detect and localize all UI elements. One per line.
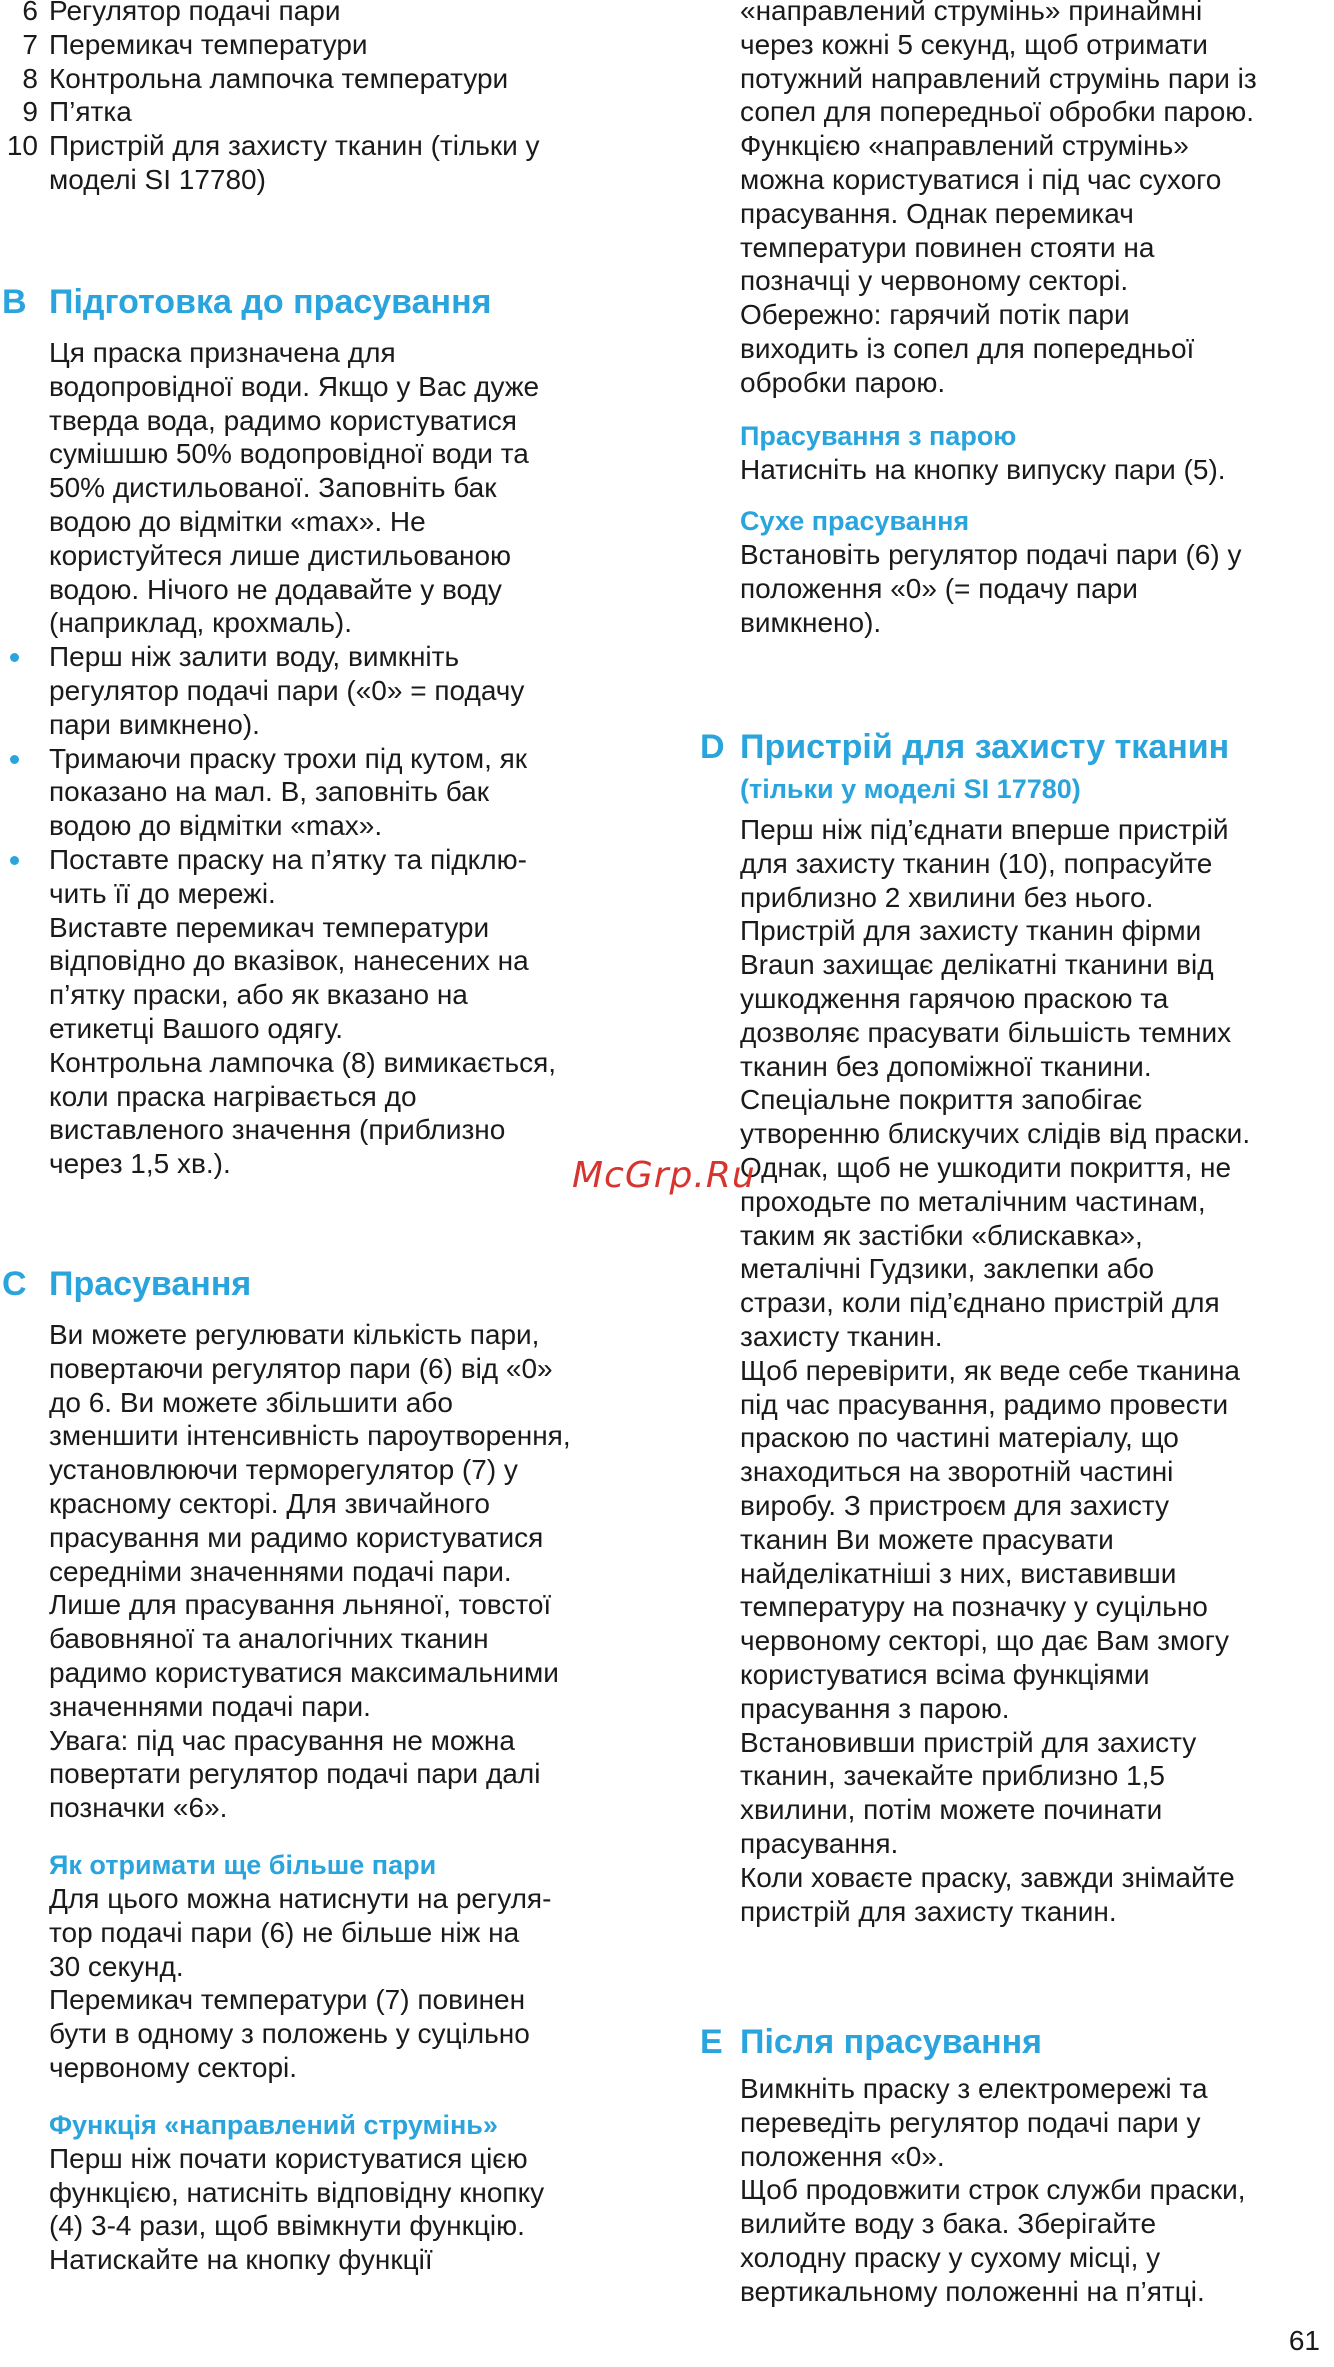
text-line: під час прасування, радимо провести — [740, 1388, 1229, 1420]
text-line: прасування. Однак перемикач — [740, 197, 1134, 229]
section-b-bullets — [0, 640, 650, 910]
bullet-line — [0, 809, 650, 843]
text-line: коли праска нагрівається до — [49, 1080, 417, 1112]
section-b-title: Підготовка до прасування — [49, 283, 492, 321]
text-line: повертати регулятор подачі пари далі — [49, 1758, 541, 1790]
bullet-text: чить її до мережі. — [49, 877, 276, 909]
parts-list-item — [0, 0, 650, 28]
text-line: найделікатніші з них, виставивши — [740, 1557, 1177, 1589]
bullet-text: Поставте праску на п’ятку та підклю- — [49, 843, 527, 875]
text-line: Ви можете регулювати кількість пари, — [49, 1319, 540, 1350]
text-line: виставленого значення (приблизно — [49, 1114, 506, 1146]
text-line: Перш ніж під’єднати вперше пристрій — [740, 814, 1229, 845]
section-b-letter: B — [2, 283, 27, 321]
text-line: холодну праску у сухому місці, у — [740, 2241, 1161, 2273]
text-line: температуру на позначку у суцільно — [740, 1591, 1208, 1623]
more-steam-body — [0, 1882, 650, 2085]
text-line: прасування. — [740, 1827, 899, 1859]
parts-list-number: 10 — [6, 130, 38, 162]
parts-list-item — [0, 163, 650, 197]
text-line: Спеціальне покриття запобігає — [740, 1084, 1143, 1116]
steam-ironing — [690, 420, 1330, 487]
text-line: 30 секунд. — [49, 1950, 184, 1982]
bullet-text: пари вимкнено). — [49, 708, 260, 740]
text-line: сумішшю 50% водопровідної води та — [49, 438, 529, 470]
dry-ironing-heading: Сухе прасування — [740, 506, 970, 536]
text-line: можна користуватися і під час сухого — [740, 163, 1222, 195]
section-e-title: Після прасування — [740, 2023, 1042, 2061]
text-line: Щоб перевірити, як веде себе тканина — [740, 1354, 1240, 1386]
parts-list-item — [0, 62, 650, 96]
text-line: Натискайте на кнопку функції — [49, 2244, 433, 2276]
text-line: Обережно: гарячий потік пари — [740, 299, 1130, 331]
section-d — [690, 727, 1330, 1928]
parts-list — [0, 0, 650, 197]
page-number: 61 — [1288, 2325, 1320, 2356]
steam-ironing-heading: Прасування з парою — [740, 421, 1017, 451]
text-line: водою до відмітки «max». Не — [49, 505, 426, 537]
text-line: значеннями подачі пари. — [49, 1690, 371, 1722]
text-line: радимо користуватися максимальними — [49, 1656, 559, 1688]
text-line: до 6. Ви можете збільшити або — [49, 1386, 453, 1418]
bullet-text: регулятор подачі пари («0» = подачу — [49, 674, 525, 706]
steam-ironing-body — [690, 453, 1330, 487]
text-line: стрази, коли під’єднано пристрій для — [740, 1287, 1220, 1319]
parts-list-text: Регулятор подачі пари — [49, 0, 341, 26]
section-d-letter: D — [700, 728, 725, 766]
text-line: функцією, натисніть відповідну кнопку — [49, 2176, 545, 2208]
section-e-body — [690, 2072, 1330, 2309]
section-d-title: Пристрій для захисту тканин — [740, 728, 1230, 766]
text-line: повертаючи регулятор пари (6) від «0» — [49, 1352, 553, 1384]
text-line: через кожні 5 секунд, щоб отримати — [740, 28, 1208, 60]
text-line: тверда вода, радимо користуватися — [49, 404, 517, 436]
text-line: Коли ховаєте праску, завжди знімайте — [740, 1861, 1235, 1893]
section-e-heading — [690, 2022, 1330, 2062]
text-line: потужний направлений струмінь пари із — [740, 62, 1257, 94]
text-line: Виставте перемикач температури — [49, 911, 490, 943]
more-steam-heading: Як отримати ще більше пари — [49, 1849, 437, 1880]
dry-ironing-body — [690, 538, 1330, 639]
text-line: Вимкніть праску з електромережі та — [740, 2073, 1208, 2104]
text-line: сопел для попередньої обробки парою. — [740, 96, 1255, 128]
text-line: прасування з парою. — [740, 1692, 1010, 1724]
text-line: бавовняної та аналогічних тканин — [49, 1623, 489, 1655]
section-c-heading — [0, 1264, 650, 1304]
text-line: Однак, щоб не ушкодити покриття, не — [740, 1151, 1232, 1183]
text-line: проходьте по металічним частинам, — [740, 1185, 1206, 1217]
text-line: тканин без допоміжної тканини. — [740, 1050, 1152, 1082]
section-d-body — [690, 813, 1330, 1928]
parts-list-item — [0, 95, 650, 129]
watermark: McGrp.Ru — [572, 1155, 756, 1196]
bullet-line — [0, 775, 650, 809]
text-line: приблизно 2 хвилини без нього. — [740, 881, 1154, 913]
text-line: користуватися всіма функціями — [740, 1658, 1150, 1690]
text-line: середніми значеннями подачі пари. — [49, 1555, 512, 1587]
text-line: вилийте воду з бака. Зберігайте — [740, 2208, 1157, 2240]
text-line: температури повинен стояти на — [740, 231, 1155, 263]
bullet-line — [0, 877, 650, 911]
text-line: Ця праска призначена для — [49, 337, 396, 368]
text-line: Встановивши пристрій для захисту — [740, 1726, 1197, 1758]
section-b — [0, 282, 650, 1181]
text-line: Перемикач температури (7) повинен — [49, 1984, 526, 2016]
bullet-text: показано на мал. B, заповніть бак — [49, 776, 489, 808]
text-line: обробки парою. — [740, 366, 946, 398]
text-line: виробу. З пристроєм для захисту — [740, 1489, 1169, 1521]
text-line: виходить із сопел для попередньої — [740, 332, 1195, 364]
parts-list-text: Пристрій для захисту тканин (тільки у — [49, 130, 540, 162]
section-d-subtitle: (тільки у моделі SI 17780) — [740, 774, 1081, 804]
text-line: Натисніть на кнопку випуску пари (5). — [740, 454, 1226, 485]
text-line: пристрій для захисту тканин. — [740, 1895, 1117, 1927]
text-line: дозволяє прасувати більшість темних — [740, 1016, 1232, 1048]
text-line: користуйтеся лише дистильованою — [49, 539, 512, 571]
section-c-body — [0, 1318, 650, 1825]
section-c-letter: C — [2, 1265, 27, 1303]
parts-list-number: 6 — [22, 0, 38, 26]
parts-list-text: моделі SI 17780) — [49, 163, 266, 195]
text-line: захисту тканин. — [740, 1320, 943, 1352]
section-e — [690, 2022, 1330, 2309]
parts-list-text: Контрольна лампочка температури — [49, 62, 509, 94]
text-line: Braun захищає делікатні тканини від — [740, 949, 1214, 981]
section-c — [0, 1264, 650, 2277]
text-line: червоному секторі, що дає Вам змогу — [740, 1625, 1230, 1657]
bullet-line — [0, 708, 650, 742]
bullet-line — [0, 674, 650, 708]
text-line: переведіть регулятор подачі пари у — [740, 2106, 1201, 2138]
bullet-text: Перш ніж залити воду, вимкніть — [49, 641, 460, 673]
bullet-line — [0, 742, 650, 776]
text-line: положення «0». — [740, 2140, 945, 2172]
text-line: зменшити інтенсивність пароутворення, — [49, 1420, 571, 1452]
bullet-text: водою до відмітки «max». — [49, 810, 383, 842]
bullet-text: Тримаючи праску трохи під кутом, як — [49, 742, 528, 774]
parts-list-number: 7 — [22, 28, 38, 60]
section-d-heading — [690, 727, 1330, 767]
text-line: ушкодження гарячою праскою та — [740, 982, 1169, 1014]
dry-ironing — [690, 505, 1330, 639]
directed-jet-heading: Функція «направлений струмінь» — [49, 2109, 498, 2140]
text-line: металічні Гудзики, заклепки або — [740, 1253, 1155, 1285]
text-line: прасування ми радимо користуватися — [49, 1521, 544, 1553]
parts-list-item — [0, 28, 650, 62]
section-b-heading — [0, 282, 650, 322]
text-line: праскою по частині матеріалу, що — [740, 1422, 1179, 1454]
text-line: відповідно до вказівок, нанесених на — [49, 945, 529, 977]
text-line: водопровідної води. Якщо у Вас дуже — [49, 370, 540, 402]
parts-list-text: Перемикач температури — [49, 28, 368, 60]
text-line: етикетці Вашого одягу. — [49, 1012, 344, 1044]
text-line: утворенню блискучих слідів від праски. — [740, 1118, 1251, 1150]
text-line: хвилини, потім можете починати — [740, 1794, 1163, 1826]
bullet-dot-icon — [10, 755, 19, 764]
text-line: Функцією «направлений струмінь» — [740, 130, 1189, 162]
text-line: «направлений струмінь» принаймні — [740, 0, 1203, 26]
bullet-dot-icon — [10, 653, 19, 662]
text-line: водою. Нічого не додавайте у воду — [49, 573, 502, 605]
section-b-intro — [0, 336, 650, 640]
section-c-title: Прасування — [49, 1265, 252, 1303]
text-line: Контрольна лампочка (8) вимикається, — [49, 1046, 557, 1078]
directed-jet-continued — [690, 0, 1330, 400]
parts-list-text: П’ятка — [49, 96, 132, 128]
text-line: Встановіть регулятор подачі пари (6) у — [740, 539, 1242, 570]
text-line: тканин Ви можете прасувати — [740, 1523, 1114, 1555]
text-line: для захисту тканин (10), попрасуйте — [740, 847, 1213, 879]
text-line: установлюючи терморегулятор (7) у — [49, 1454, 518, 1486]
parts-list-item — [0, 129, 650, 163]
text-line: красному секторі. Для звичайного — [49, 1487, 490, 1519]
text-line: бути в одному з положень у суцільно — [49, 2018, 530, 2050]
text-line: Для цього можна натиснути на регуля- — [49, 1882, 552, 1914]
bullet-dot-icon — [10, 856, 19, 865]
text-line: вимкнено). — [740, 606, 882, 638]
text-line: Пристрій для захисту тканин фірми — [740, 915, 1202, 947]
parts-list-number: 8 — [22, 62, 38, 94]
text-line: Щоб продовжити строк служби праски, — [740, 2174, 1246, 2206]
parts-list-number: 9 — [22, 96, 38, 128]
text-line: п’ятку праски, або як вказано на — [49, 979, 468, 1011]
text-line: тор подачі пари (6) не більше ніж на — [49, 1916, 520, 1948]
text-line: тканин, зачекайте приблизно 1,5 — [740, 1760, 1165, 1792]
text-line: вертикальному положенні на п’ятці. — [740, 2275, 1205, 2307]
text-line: знаходиться на зворотній частині — [740, 1456, 1174, 1488]
bullet-line — [0, 640, 650, 674]
text-line: таким як застібки «блискавка», — [740, 1219, 1143, 1251]
section-e-letter: E — [700, 2023, 723, 2061]
text-line: Лише для прасування льняної, товстої — [49, 1589, 552, 1621]
text-line: положення «0» (= подачу пари — [740, 572, 1138, 604]
text-line: позначки «6». — [49, 1792, 228, 1824]
text-line: Увага: під час прасування не можна — [49, 1724, 515, 1756]
text-line: червоному секторі. — [49, 2051, 298, 2083]
text-line: (4) 3-4 рази, щоб ввімкнути функцію. — [49, 2210, 525, 2242]
section-b-after — [0, 911, 650, 1181]
text-line: (наприклад, крохмаль). — [49, 607, 353, 639]
bullet-line — [0, 843, 650, 877]
text-line: 50% дистильованої. Заповніть бак — [49, 472, 497, 504]
text-line: через 1,5 хв.). — [49, 1148, 231, 1180]
text-line: позначці у червоному секторі. — [740, 265, 1129, 297]
text-line: Перш ніж почати користуватися цією — [49, 2142, 528, 2174]
directed-jet-body — [0, 2142, 650, 2277]
